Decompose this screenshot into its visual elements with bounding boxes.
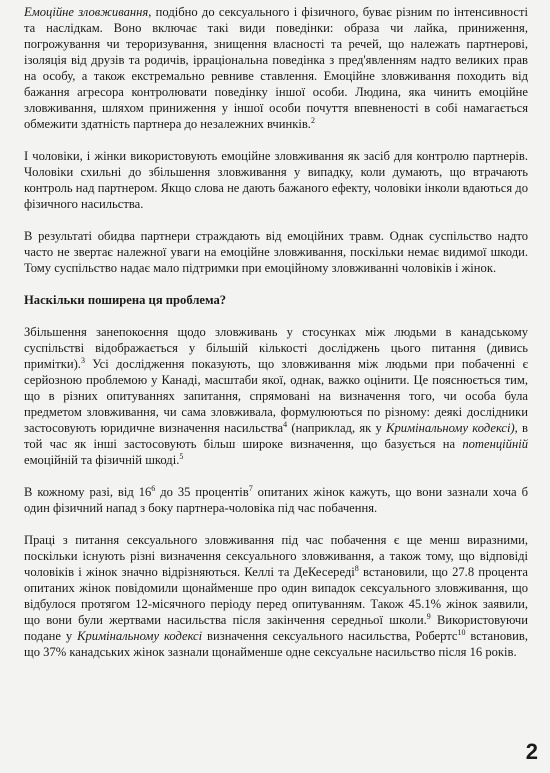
paragraph-text: Збільшення занепокоєння щодо зловживань у стосунках між людьми в канадському суспільстві відображається у більшій кількості досліджень цього питання (дивись примітки). xyxy=(24,325,528,371)
paragraph-consequences: В результаті обидва партнери страждають від емоційних травм. Однак суспільство надто часто не звертає належної уваги на емоційне зловживання, поскільки немає видимої шкоди. Тому суспільство надає мало підтримки при емоційному зловживанні чоловіків і жінок. xyxy=(24,229,528,275)
paragraph-text: , подібно до сексуального і фізичного, буває різним по інтенсивності та наслідкам. Воно включає такі види поведінки: образа чи лайка, приниження, погрожування чи тероризування, знищення власності та речей, що належать партнерові, ізоляція від друзів та родичів, ірраціональна поведінка з пред'явленням надто великих прав на особу, а також екстремально ревниве ставлення. Емоційне зловживання походить від бажання агресора контролювати поведінку іншої особи. Людина, яка чинить емоційне зловживання, шляхом приниження у іншої особи почуття впевненості в собі намагається обмежити здатність партнера до незалежних вчинків. xyxy=(24,5,528,131)
footnote-ref: 9 xyxy=(426,612,431,621)
paragraph-text: опитаних жінок кажуть, що вони зазнали хоча б один фізичний напад з боку партнера-чоловіка під час побачення. xyxy=(24,485,528,515)
paragraph-sexual-abuse xyxy=(24,532,528,660)
criminal-code-italic: Кримінальному кодексі), xyxy=(386,421,518,435)
paragraph-text: встановили, що 27.8 процента опитаних жінок повідомили щонайменше про один випадок сексуального зловживання, що відбулося протягом 12-місячного періоду перед опитуванням. Також 45.1% жінок заявили, що вони були жертвами насильства після закінчення середньої школи. xyxy=(24,565,528,627)
paragraph-emotional-abuse xyxy=(24,4,528,132)
paragraph-men-and-women: І чоловіки, і жінки використовують емоційне зловживання як засіб для контролю партнерів. Чоловіки схильні до збільшення зловживання у випадку, коли думають, що втрачають контроль над партнером. Якщо слова не дають бажаного ефекту, чоловіки інколи вдаються до фізичного насильства. xyxy=(24,149,528,211)
paragraph-text: встановив, що 37% канадських жінок зазнали щонайменше одне сексуальне насильство після 16 років. xyxy=(24,629,528,659)
paragraph-text: (наприклад, як у xyxy=(287,421,387,435)
paragraph-text: В кожному разі, від 16 xyxy=(24,485,152,499)
paragraph-research xyxy=(24,324,528,468)
criminal-code-italic: Кримінальному кодексі xyxy=(77,629,203,643)
section-heading: Наскільки поширена ця проблема? xyxy=(24,293,227,307)
page-number: 2 xyxy=(525,739,538,764)
paragraph-statistics xyxy=(24,484,528,516)
footnote-ref: 8 xyxy=(354,564,359,573)
footnote-ref: 6 xyxy=(151,484,156,493)
footnote-ref: 4 xyxy=(283,420,288,429)
footnote-ref: 7 xyxy=(248,484,253,493)
potential-italic: потенційній xyxy=(462,437,528,451)
paragraph-text: Використовуючи подане у xyxy=(24,613,528,643)
paragraph-text: в той час як інші застосовують більш широке визначення, що базується на xyxy=(24,421,528,451)
paragraph-text: емоційній та фізичній шкоді. xyxy=(24,453,180,467)
paragraph-text: визначення сексуального насильства, Робертс xyxy=(202,629,458,643)
term-emotional-abuse: Емоційне зловживання xyxy=(24,5,149,19)
paragraph-text: до 35 процентів xyxy=(155,485,249,499)
footnote-ref: 3 xyxy=(80,356,85,365)
paragraph-text: Усі дослідження показують, що зловживання між людьми при побаченні є серйозною проблемою у Канаді, масштаби якої, однак, важко оцінити. Це пояснюється тим, що в різних опитуваннях запитання, спрямовані на визначення того, чи особа була предметом зловживання, чи сама зловживала, формулюються по різному: деякі дослідники застосовують юридичне визначення насильства xyxy=(24,357,528,435)
footnote-ref: 5 xyxy=(179,452,184,461)
footnote-ref: 10 xyxy=(457,628,466,637)
footnote-ref: 2 xyxy=(310,116,315,125)
paragraph-text: Праці з питання сексуального зловживання під час побачення є ще менш виразними, поскільки існують різні визначення сексуального зловживання, а також тому, що відповіді чоловіків і жінок значно відрізняються. Келлі та ДеКесереді xyxy=(24,533,528,579)
